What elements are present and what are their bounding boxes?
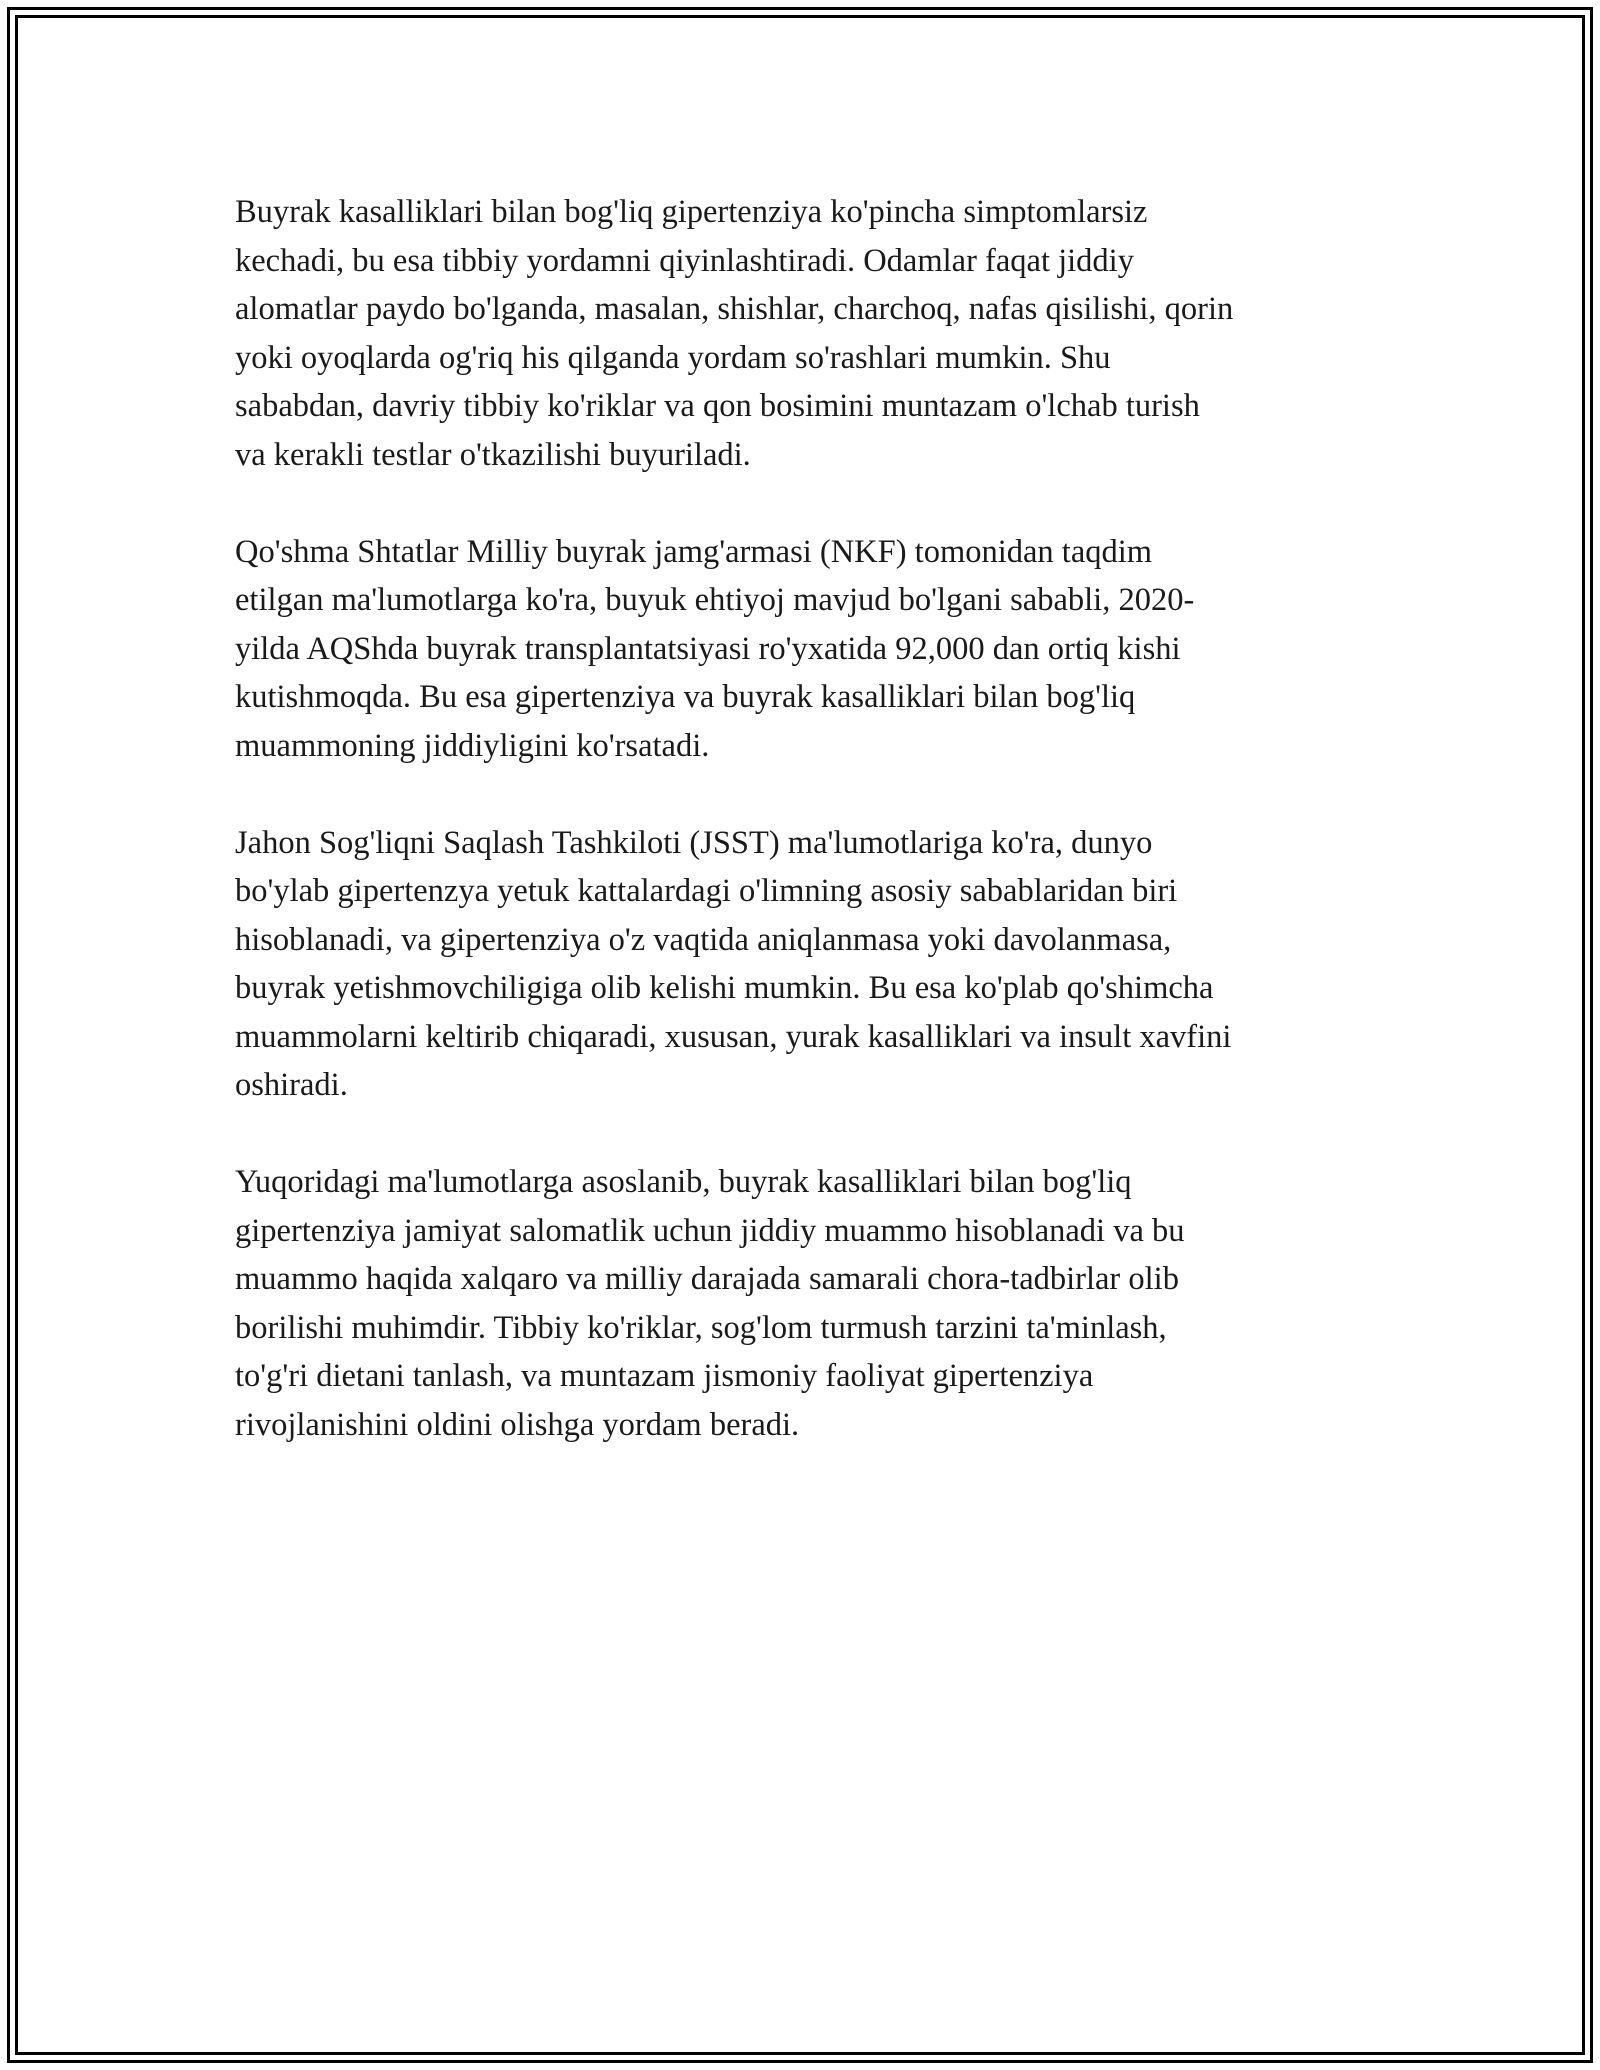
text-line: sababdan, davriy tibbiy ko'riklar va qon bosimini muntazam o'lchab turish — [235, 388, 1200, 424]
text-line: yoki oyoqlarda og'riq his qilganda yordam so'rashlari mumkin. Shu — [235, 339, 1111, 376]
text-line: Buyrak kasalliklari bilan bog'liq gipertenziya ko'pincha simptomlarsiz — [235, 194, 1148, 230]
text-line: etilgan ma'lumotlarga ko'ra, buyuk ehtiyoj mavjud bo'lgani sababli, 2020- — [235, 582, 1195, 618]
text-line: oshiradi. — [235, 1067, 348, 1103]
text-line: Yuqoridagi ma'lumotlarga asoslanib, buyrak kasalliklari bilan bog'liq — [235, 1164, 1132, 1200]
text-line: Jahon Sog'liqni Saqlash Tashkiloti (JSST) ma'lumotlariga ko'ra, dunyo — [235, 824, 1153, 861]
text-line: va kerakli testlar o'tkazilishi buyuriladi. — [235, 436, 751, 473]
text-line: kechadi, bu esa tibbiy yordamni qiyinlashtiradi. Odamlar faqat jiddiy — [235, 242, 1134, 279]
text-line: bo'ylab gipertenzya yetuk kattalardagi o'limning asosiy sabablaridan biri — [235, 873, 1178, 909]
text-line: kutishmoqda. Bu esa gipertenziya va buyrak kasalliklari bilan bog'liq — [235, 679, 1136, 715]
text-line: gipertenziya jamiyat salomatlik uchun jiddiy muammo hisoblanadi va bu — [235, 1212, 1185, 1249]
text-line: alomatlar paydo bo'lganda, masalan, shishlar, charchoq, nafas qisilishi, qorin — [235, 291, 1234, 327]
text-line: muammoning jiddiyligini ko'rsatadi. — [235, 727, 710, 764]
paragraph-1 — [235, 188, 1375, 479]
text-line: Qo'shma Shtatlar Milliy buyrak jamg'armasi (NKF) tomonidan taqdim — [235, 533, 1153, 570]
paragraph-2 — [235, 528, 1375, 771]
text-line: hisoblanadi, va gipertenziya o'z vaqtida aniqlanmasa yoki davolanmasa, — [235, 921, 1172, 958]
text-line: to'g'ri dietani tanlash, va muntazam jismoniy faoliyat gipertenziya — [235, 1358, 1094, 1394]
text-line: rivojlanishini oldini olishga yordam beradi. — [235, 1406, 800, 1443]
text-line: muammolarni keltirib chiqaradi, xususan, yurak kasalliklari va insult xavfini — [235, 1018, 1232, 1055]
document-body — [235, 188, 1375, 1498]
text-line: yilda AQShda buyrak transplantatsiyasi ro'yxatida 92,000 dan ortiq kishi — [235, 630, 1181, 667]
text-line: buyrak yetishmovchiligiga olib kelishi mumkin. Bu esa ko'plab qo'shimcha — [235, 970, 1214, 1006]
paragraph-4 — [235, 1158, 1375, 1449]
paragraph-3 — [235, 819, 1375, 1110]
text-line: borilishi muhimdir. Tibbiy ko'riklar, sog'lom turmush tarzini ta'minlash, — [235, 1309, 1167, 1346]
text-line: muammo haqida xalqaro va milliy darajada samarali chora-tadbirlar olib — [235, 1261, 1179, 1297]
